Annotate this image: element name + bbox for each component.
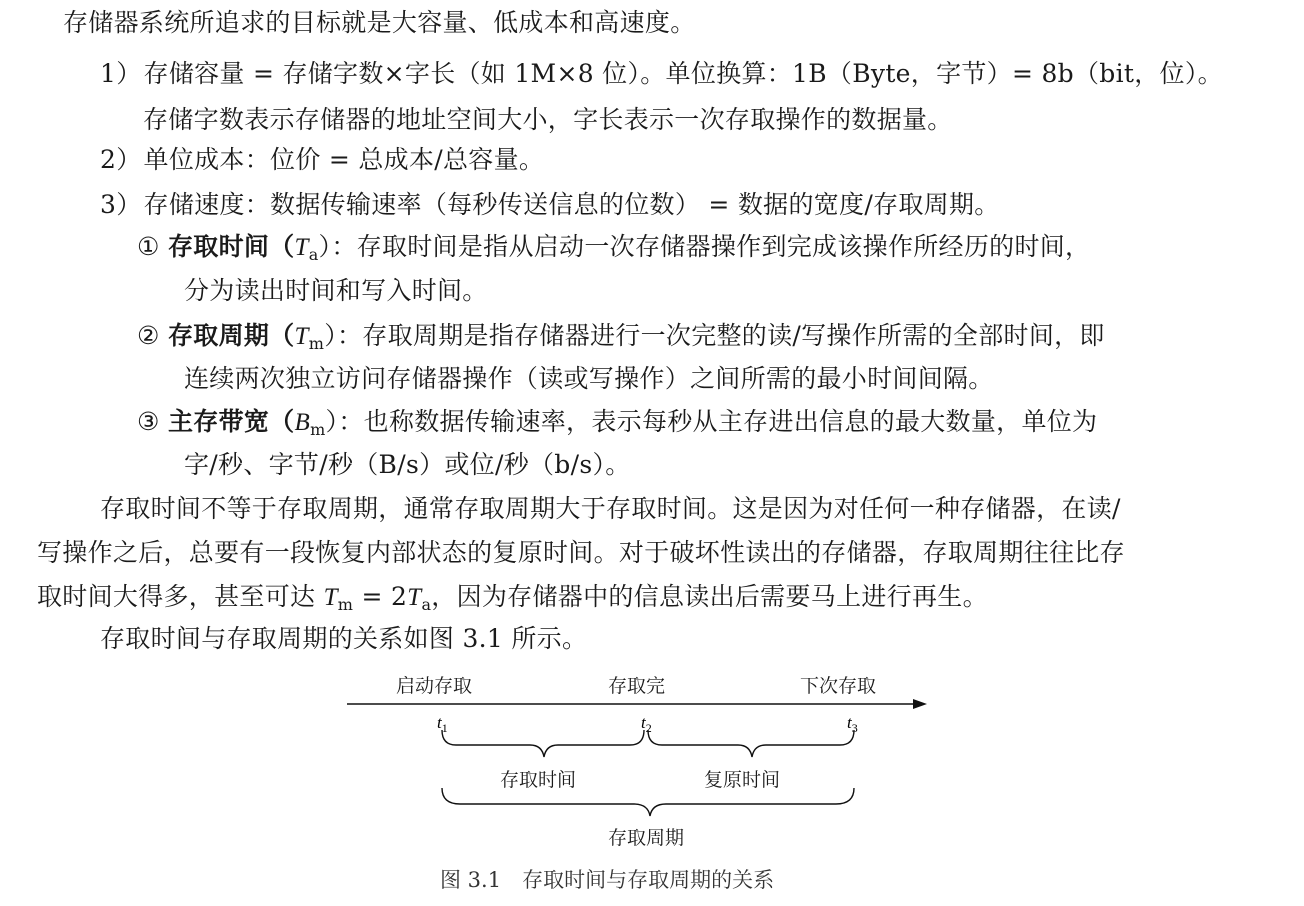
paragraph-line-4: 存取时间与存取周期的关系如图 3.1 所示。 xyxy=(100,624,588,653)
equation-middle: = 2 xyxy=(353,582,408,611)
paragraph-line-3-start: 取时间大得多，甚至可达 xyxy=(37,582,324,611)
lead-sentence: 存储器系统所追求的目标就是大容量、低成本和高速度。 xyxy=(63,8,696,37)
subitem-3-subscript: m xyxy=(310,420,326,439)
label-start-access: 启动存取 xyxy=(396,675,473,697)
item-1 xyxy=(100,56,1223,92)
subitem-1-after: ）： xyxy=(318,232,357,261)
item-3-number: 3） xyxy=(100,190,142,219)
paragraph-line-3 xyxy=(37,579,988,623)
item-2-number: 2） xyxy=(100,145,142,174)
subitem-1-term: 存取时间（ xyxy=(167,232,295,261)
paragraph-line-3-end: ，因为存储器中的信息读出后需要马上进行再生。 xyxy=(431,582,988,611)
subitem-2-marker: ② xyxy=(137,321,160,350)
subitem-3-term: 主存带宽（ xyxy=(167,407,295,436)
item-3 xyxy=(100,187,1000,223)
ta-symbol: T xyxy=(407,584,422,611)
label-access-time: 存取时间 xyxy=(500,769,577,791)
ta-subscript: a xyxy=(421,595,432,614)
label-recovery-time: 复原时间 xyxy=(704,769,781,791)
subitem-3-marker: ③ xyxy=(137,407,160,436)
item-2 xyxy=(100,142,544,178)
item-3-text: 存储速度：数据传输速率（每秒传送信息的位数） = 数据的宽度/存取周期。 xyxy=(143,190,1000,219)
subitem-1-subscript: a xyxy=(308,245,319,264)
subitem-3-symbol: B xyxy=(294,409,311,436)
tick-t3: $t_3$ xyxy=(847,713,858,735)
subitem-1-marker: ① xyxy=(137,232,160,261)
subitem-2-symbol: T xyxy=(294,323,309,350)
subitem-access-cycle xyxy=(137,318,1105,362)
figure-caption: 图 3.1 存取时间与存取周期的关系 xyxy=(440,868,775,892)
label-access-done: 存取完 xyxy=(608,675,666,697)
timing-figure xyxy=(330,664,950,864)
item-2-text: 单位成本：位价 = 总成本/总容量。 xyxy=(143,145,545,174)
item-1-number: 1） xyxy=(100,59,142,88)
label-next-access: 下次存取 xyxy=(800,675,877,697)
item-1-text: 存储容量 = 存储字数×字长（如 1M×8 位）。单位换算：1B（Byte，字节）= 8b（bit，位）。 xyxy=(143,59,1223,88)
brace-access-cycle xyxy=(442,788,854,816)
subitem-bandwidth xyxy=(137,404,1097,448)
subitem-2-after: ）： xyxy=(324,321,363,350)
subitem-2-subscript: m xyxy=(308,334,325,353)
subitem-3-after: ）： xyxy=(325,407,364,436)
subitem-3-continuation: 字/秒、字节/秒（B/s）或位/秒（b/s）。 xyxy=(184,450,631,479)
brace-recovery-time xyxy=(648,730,854,757)
subitem-1-text: 存取时间是指从启动一次存储器操作到完成该操作所经历的时间， xyxy=(356,232,1091,261)
tick-t1: $t_1$ xyxy=(437,713,448,735)
subitem-3-text: 也称数据传输速率，表示每秒从主存进出信息的最大数量，单位为 xyxy=(363,407,1098,436)
tm-symbol: T xyxy=(323,584,338,611)
subitem-1-continuation: 分为读出时间和写入时间。 xyxy=(184,276,488,305)
label-access-cycle: 存取周期 xyxy=(608,827,685,849)
tm-subscript: m xyxy=(337,595,354,614)
subitem-2-term: 存取周期（ xyxy=(167,321,295,350)
subitem-access-time xyxy=(137,229,1090,273)
paragraph-line-2: 写操作之后，总要有一段恢复内部状态的复原时间。对于破坏性读出的存储器，存取周期往往比存 xyxy=(37,538,1125,567)
timeline-arrowhead xyxy=(913,699,927,709)
item-1-continuation: 存储字数表示存储器的地址空间大小，字长表示一次存取操作的数据量。 xyxy=(143,105,953,134)
subitem-1-symbol: T xyxy=(294,234,309,261)
paragraph-line-1: 存取时间不等于存取周期，通常存取周期大于存取时间。这是因为对任何一种存储器，在读/ xyxy=(100,494,1121,523)
subitem-2-text: 存取周期是指存储器进行一次完整的读/写操作所需的全部时间，即 xyxy=(362,321,1105,350)
tick-t2: $t_2$ xyxy=(641,713,652,735)
subitem-2-continuation: 连续两次独立访问存储器操作（读或写操作）之间所需的最小时间间隔。 xyxy=(184,364,994,393)
brace-access-time xyxy=(442,730,644,757)
